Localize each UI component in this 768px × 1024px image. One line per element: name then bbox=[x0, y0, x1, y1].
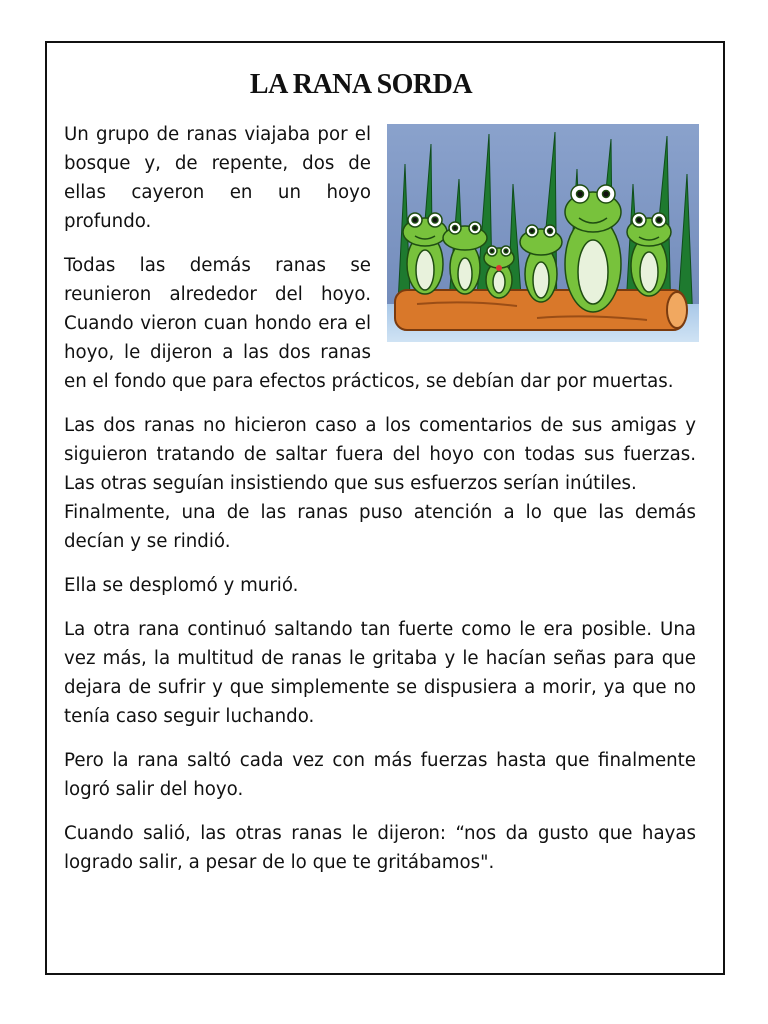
paragraph-2: Todas las demás ranas se reunieron alrededor del hoyo. Cuando vieron cuan hondo era el hoyo, le dijeron a las dos ranas en el fondo que para efectos prácticos, se debían dar por muertas. bbox=[64, 255, 674, 392]
page-title: LA RANA SORDA bbox=[249, 69, 473, 100]
frogs-on-log-illustration bbox=[387, 124, 699, 342]
paragraph-3b: Las otras seguían insistiendo que sus esfuerzos serían inútiles. bbox=[64, 473, 637, 494]
page-border bbox=[45, 41, 725, 975]
paragraph-3a: Las dos ranas no hicieron caso a los comentarios de sus amigas y siguieron tratando de saltar fuera del hoyo con todas sus fuerzas. bbox=[64, 415, 696, 465]
paragraph-1: Un grupo de ranas viajaba por el bosque y, de repente, dos de ellas cayeron en un hoyo profundo. bbox=[64, 124, 371, 232]
paragraph-7: Cuando salió, las otras ranas le dijeron: “nos da gusto que hayas logrado salir, a pesar de lo que te gritábamos". bbox=[64, 823, 696, 873]
paragraph-4: Ella se desplomó y murió. bbox=[64, 575, 299, 596]
paragraph-3c: Finalmente, una de las ranas puso atención a lo que las demás decían y se rindió. bbox=[64, 502, 696, 552]
paragraph-3 bbox=[64, 411, 696, 556]
paragraph-5: La otra rana continuó saltando tan fuerte como le era posible. Una vez más, la multitud de ranas le gritaba y le hacían señas para que dejara de sufrir y que simplemente se dispusiera a morir, ya que no tenía caso seguir luchando. bbox=[64, 619, 696, 727]
paragraph-6: Pero la rana saltó cada vez con más fuerzas hasta que finalmente logró salir del hoyo. bbox=[64, 750, 696, 800]
story-body bbox=[64, 120, 696, 892]
